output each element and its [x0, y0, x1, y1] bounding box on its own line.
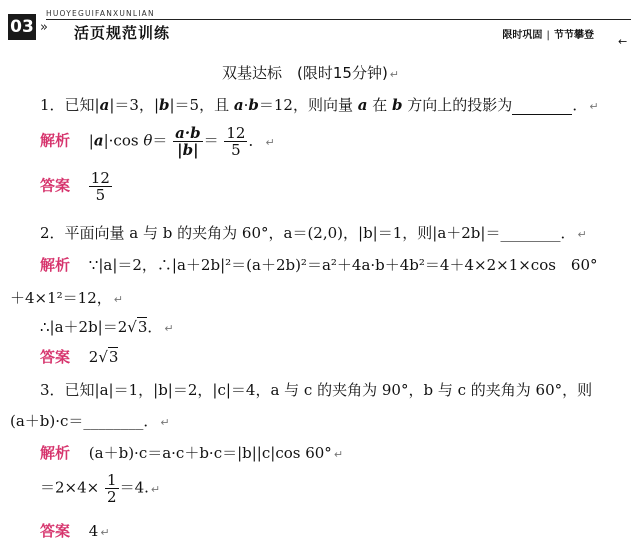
- return-mark-icon: ↵: [265, 135, 275, 149]
- math-text: ．: [248, 131, 264, 150]
- fraction-numerator: 1: [107, 471, 117, 489]
- return-mark-icon: ↵: [164, 322, 174, 335]
- page-header: [0, 0, 638, 48]
- math-text: ．: [147, 318, 163, 336]
- math-text: ∵|a|＝2，∴|a＋2b|²＝(a＋2b)²＝a²＋4a·b＋4b²＝4＋4×2×1×cos 60°: [88, 256, 598, 274]
- q1-text: 方向上的投影为: [402, 96, 513, 114]
- q1-analysis: [40, 125, 275, 158]
- q2-analysis-result: ∴|a＋2b|＝2√3． ↵: [40, 318, 174, 336]
- math-text: |: [88, 131, 94, 150]
- q3-text: 3．已知|a|＝1，|b|＝2，|c|＝4，a 与 c 的夹角为 90°，b 与 c 的夹角为 60°，则: [40, 381, 593, 399]
- fraction-denominator: 2: [107, 488, 117, 506]
- tag-separator: |: [546, 30, 550, 41]
- q1-var: a: [357, 96, 368, 114]
- q1-text: ·: [243, 96, 249, 114]
- header-title: 活页规范训练: [74, 24, 171, 42]
- fraction-denominator: 5: [95, 186, 106, 204]
- return-mark-icon: ↵: [113, 293, 123, 306]
- q2-answer: 答案 2√3: [40, 348, 119, 366]
- header-tag-2: 节节攀登: [554, 30, 594, 41]
- q1-text: ＝12，则向量: [258, 96, 358, 114]
- return-mark-icon: ↵: [160, 416, 170, 429]
- math-text: ∴|a＋2b|＝2: [40, 318, 128, 336]
- fraction-numerator: a·b: [175, 124, 201, 142]
- fraction-denominator: |b|: [177, 141, 199, 159]
- fraction-denominator: 5: [231, 141, 241, 159]
- q2-analysis: [40, 254, 598, 275]
- q1-text: |＝3，|: [109, 96, 159, 114]
- q1-text: 已知|: [64, 96, 100, 114]
- analysis-label: 解析: [40, 131, 71, 150]
- q1-var: a: [99, 96, 110, 114]
- q1-text: ．: [572, 96, 588, 114]
- fraction-numerator: 12: [90, 169, 110, 187]
- q3-analysis-result: [40, 472, 160, 505]
- return-mark-icon: ↵: [100, 526, 110, 539]
- radicand: 3: [137, 318, 148, 336]
- fraction: [105, 472, 119, 505]
- q3-analysis: [40, 442, 343, 463]
- question-1: [40, 94, 599, 115]
- section-title: [222, 62, 399, 83]
- answer-label: 答案: [40, 176, 71, 195]
- section-title-text: 双基达标 (限时15分钟): [222, 64, 388, 82]
- question-2: [40, 222, 587, 243]
- math-text: 4: [88, 522, 99, 540]
- return-mark-icon: ↵: [333, 448, 344, 461]
- question-3: [40, 379, 592, 400]
- fraction: [89, 170, 112, 203]
- q1-answer: [40, 170, 113, 203]
- fraction-numerator: 12: [226, 124, 246, 142]
- return-mark-icon: ↵: [577, 228, 587, 241]
- q1-text: |＝5，且: [169, 96, 234, 114]
- math-text: ＝4.: [119, 478, 149, 497]
- q3-text: (a＋b)·c＝________．: [10, 412, 159, 430]
- answer-blank: [512, 96, 572, 115]
- return-arrow-icon: ←: [618, 35, 628, 48]
- answer-label: 答案: [40, 348, 71, 366]
- header-rule: [46, 19, 631, 20]
- return-mark-icon: ↵: [150, 482, 161, 496]
- math-text: ＋4×1²＝12，: [10, 289, 112, 307]
- return-mark-icon: ↵: [389, 68, 400, 81]
- q1-var: b: [248, 96, 259, 114]
- header-tag-1: 限时巩固: [502, 30, 543, 41]
- math-text: ＝2×4×: [40, 478, 100, 497]
- q2-text: 2．平面向量 a 与 b 的夹角为 60°，a＝(2,0)，|b|＝1，则|a＋2b|＝________．: [40, 224, 576, 242]
- math-text: 2: [88, 348, 99, 366]
- q1-number: 1．: [40, 96, 65, 114]
- q1-text: 在: [367, 96, 393, 114]
- double-chevron-icon: »: [40, 20, 48, 35]
- q1-var: b: [392, 96, 403, 114]
- fraction: [224, 125, 247, 158]
- q3-answer: [40, 520, 110, 541]
- chapter-badge: 03: [8, 14, 36, 40]
- answer-label: 答案: [40, 522, 71, 540]
- math-text: (a＋b)·c＝a·c＋b·c＝|b||c|cos 60°: [88, 444, 332, 462]
- return-mark-icon: ↵: [589, 100, 599, 113]
- math-var: a: [93, 131, 104, 150]
- q1-var: a: [233, 96, 244, 114]
- header-pinyin: HUOYEGUIFANXUNLIAN: [46, 9, 155, 18]
- q1-var: b: [159, 96, 170, 114]
- fraction: [173, 125, 202, 158]
- math-var: θ: [143, 131, 153, 150]
- math-text: ＝: [152, 131, 168, 150]
- math-text: ＝: [203, 131, 219, 150]
- q2-analysis-cont: [10, 287, 123, 308]
- analysis-label: 解析: [40, 444, 71, 462]
- question-3-cont: [10, 410, 170, 431]
- analysis-label: 解析: [40, 256, 71, 274]
- header-tags: [502, 26, 594, 41]
- math-text: |·cos: [103, 131, 144, 150]
- radicand: 3: [108, 348, 119, 366]
